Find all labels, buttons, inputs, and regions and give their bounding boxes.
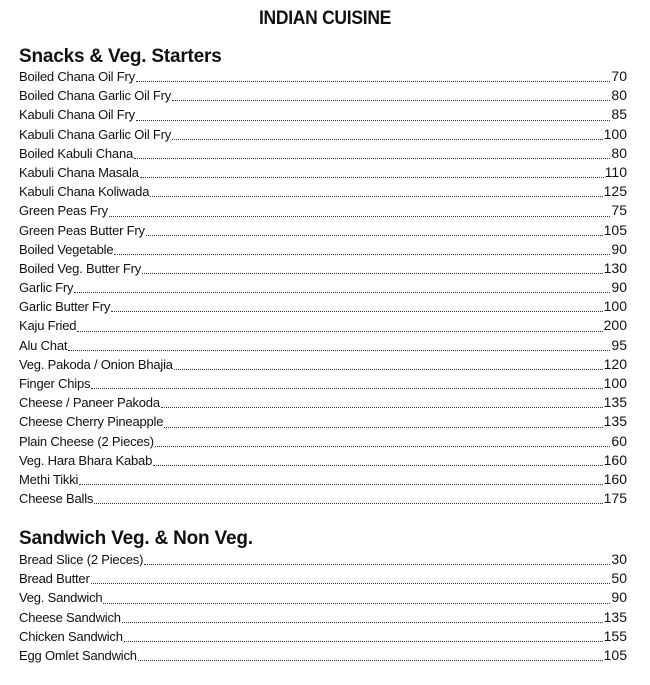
menu-item-price: 155 bbox=[603, 627, 627, 644]
dot-leader bbox=[142, 272, 603, 274]
menu-item-name: Green Peas Fry bbox=[19, 203, 108, 219]
menu-item-name: Green Peas Butter Fry bbox=[19, 222, 145, 238]
menu-item bbox=[19, 393, 627, 412]
dot-leader bbox=[136, 80, 610, 82]
menu-item-price: 60 bbox=[611, 432, 627, 449]
menu-item-name: Cheese Sandwich bbox=[19, 609, 121, 625]
menu-item-name: Kaju Fried bbox=[19, 318, 77, 334]
sandwich-item-list bbox=[19, 550, 627, 665]
menu-item-price: 95 bbox=[611, 336, 627, 353]
dot-leader bbox=[103, 602, 610, 604]
dot-leader bbox=[161, 406, 603, 408]
menu-item-price: 70 bbox=[611, 68, 627, 84]
menu-item bbox=[19, 163, 627, 182]
dot-leader bbox=[79, 483, 602, 485]
menu-item-price: 75 bbox=[611, 202, 627, 219]
menu-item-price: 105 bbox=[603, 221, 627, 238]
menu-item-price: 120 bbox=[603, 355, 627, 372]
menu-item-name: Chicken Sandwich bbox=[19, 628, 123, 644]
menu-item bbox=[19, 125, 627, 144]
menu-item-name: Garlic Fry bbox=[19, 280, 74, 296]
menu-item-name: Kabuli Chana Koliwada bbox=[19, 184, 150, 200]
menu-item-price: 160 bbox=[603, 470, 627, 487]
dot-leader bbox=[155, 445, 611, 447]
menu-item-name: Cheese Balls bbox=[19, 491, 94, 507]
dot-leader bbox=[150, 195, 602, 197]
menu-item-price: 90 bbox=[611, 240, 627, 257]
menu-item-price: 100 bbox=[603, 125, 627, 142]
dot-leader bbox=[109, 215, 610, 217]
dot-leader bbox=[164, 426, 602, 428]
menu-item-name: Veg. Pakoda / Onion Bhajia bbox=[19, 356, 173, 372]
menu-item-name: Finger Chips bbox=[19, 376, 91, 391]
menu-item-price: 175 bbox=[603, 490, 627, 507]
dot-leader bbox=[68, 349, 610, 351]
menu-item bbox=[19, 259, 627, 278]
menu-item-price: 90 bbox=[611, 589, 627, 606]
menu-item bbox=[19, 489, 627, 508]
menu-item-name: Veg. Sandwich bbox=[19, 590, 103, 606]
menu-item-name: Cheese Cherry Pineapple bbox=[19, 414, 164, 430]
dot-leader bbox=[124, 640, 603, 642]
menu-item-price: 160 bbox=[603, 451, 627, 468]
menu-item-price: 50 bbox=[611, 570, 627, 587]
menu-item-name: Kabuli Chana Oil Fry bbox=[19, 107, 135, 123]
menu-item bbox=[19, 316, 627, 335]
dot-leader bbox=[172, 138, 603, 140]
menu-item-name: Garlic Butter Fry bbox=[19, 299, 111, 315]
menu-item-name: Plain Cheese (2 Pieces) bbox=[19, 433, 154, 449]
menu-item-price: 135 bbox=[603, 413, 627, 430]
menu-item bbox=[19, 550, 627, 569]
dot-leader bbox=[172, 99, 610, 101]
menu-item-price: 100 bbox=[603, 298, 627, 315]
menu-item bbox=[19, 432, 627, 451]
menu-item bbox=[19, 451, 627, 470]
dot-leader bbox=[74, 291, 610, 293]
menu-item bbox=[19, 86, 627, 105]
section-heading-sandwich: Sandwich Veg. & Non Veg. bbox=[19, 528, 253, 549]
menu-item-name: Boiled Chana Oil Fry bbox=[19, 69, 135, 84]
menu-item bbox=[19, 355, 627, 374]
menu-item-name: Bread Butter bbox=[19, 571, 90, 587]
menu-item-price: 100 bbox=[603, 375, 627, 391]
dot-leader bbox=[94, 502, 602, 504]
menu-item bbox=[19, 412, 627, 431]
menu-item bbox=[19, 374, 627, 393]
menu-item bbox=[19, 201, 627, 220]
menu-item-name: Cheese / Paneer Pakoda bbox=[19, 395, 160, 411]
menu-item-name: Alu Chat bbox=[19, 337, 68, 353]
dot-leader bbox=[134, 157, 610, 159]
menu-title: INDIAN CUISINE bbox=[258, 8, 392, 29]
menu-item bbox=[19, 646, 627, 665]
menu-item-name: Methi Tikki bbox=[19, 471, 79, 487]
dot-leader bbox=[77, 330, 602, 332]
menu-item-name: Kabuli Chana Masala bbox=[19, 164, 139, 180]
menu-item-price: 200 bbox=[603, 317, 627, 334]
menu-item-price: 125 bbox=[603, 183, 627, 200]
menu-item-name: Boiled Kabuli Chana bbox=[19, 145, 134, 161]
dot-leader bbox=[114, 253, 610, 255]
menu-item-price: 90 bbox=[611, 279, 627, 296]
dot-leader bbox=[111, 310, 602, 312]
menu-item-name: Egg Omlet Sandwich bbox=[19, 647, 137, 663]
menu-item bbox=[19, 105, 627, 124]
menu-item-price: 135 bbox=[603, 608, 627, 625]
dot-leader bbox=[140, 176, 604, 178]
dot-leader bbox=[174, 368, 603, 370]
dot-leader bbox=[122, 621, 603, 623]
menu-item-name: Bread Slice (2 Pieces) bbox=[19, 552, 144, 567]
menu-item-name: Veg. Hara Bhara Kabab bbox=[19, 452, 153, 468]
dot-leader bbox=[136, 119, 610, 121]
menu-item-price: 135 bbox=[603, 394, 627, 411]
menu-item-price: 105 bbox=[603, 646, 627, 663]
menu-item-price: 85 bbox=[611, 106, 627, 123]
menu-item bbox=[19, 67, 627, 86]
menu-item-name: Boiled Chana Garlic Oil Fry bbox=[19, 88, 172, 104]
menu-item bbox=[19, 588, 627, 607]
menu-item bbox=[19, 608, 627, 627]
dot-leader bbox=[91, 582, 611, 584]
menu-item-price: 130 bbox=[603, 259, 627, 276]
menu-item bbox=[19, 182, 627, 201]
dot-leader bbox=[144, 563, 610, 565]
menu-item-name: Boiled Veg. Butter Fry bbox=[19, 260, 142, 276]
menu-item bbox=[19, 336, 627, 355]
menu-item-name: Boiled Vegetable bbox=[19, 241, 114, 257]
menu-item bbox=[19, 221, 627, 240]
menu-item bbox=[19, 569, 627, 588]
menu-item bbox=[19, 240, 627, 259]
menu-item bbox=[19, 144, 627, 163]
menu-item bbox=[19, 278, 627, 297]
dot-leader bbox=[138, 659, 603, 661]
menu-item-price: 80 bbox=[611, 144, 627, 161]
menu-item-name: Kabuli Chana Garlic Oil Fry bbox=[19, 126, 172, 142]
menu-item bbox=[19, 470, 627, 489]
menu-item-price: 80 bbox=[611, 87, 627, 104]
dot-leader bbox=[146, 234, 603, 236]
snacks-item-list bbox=[19, 67, 627, 508]
menu-item bbox=[19, 627, 627, 646]
menu-item bbox=[19, 297, 627, 316]
dot-leader bbox=[91, 387, 602, 389]
menu-item-price: 30 bbox=[611, 551, 627, 567]
menu-item-price: 110 bbox=[604, 163, 627, 180]
dot-leader bbox=[153, 464, 603, 466]
section-heading-snacks: Snacks & Veg. Starters bbox=[19, 46, 222, 67]
